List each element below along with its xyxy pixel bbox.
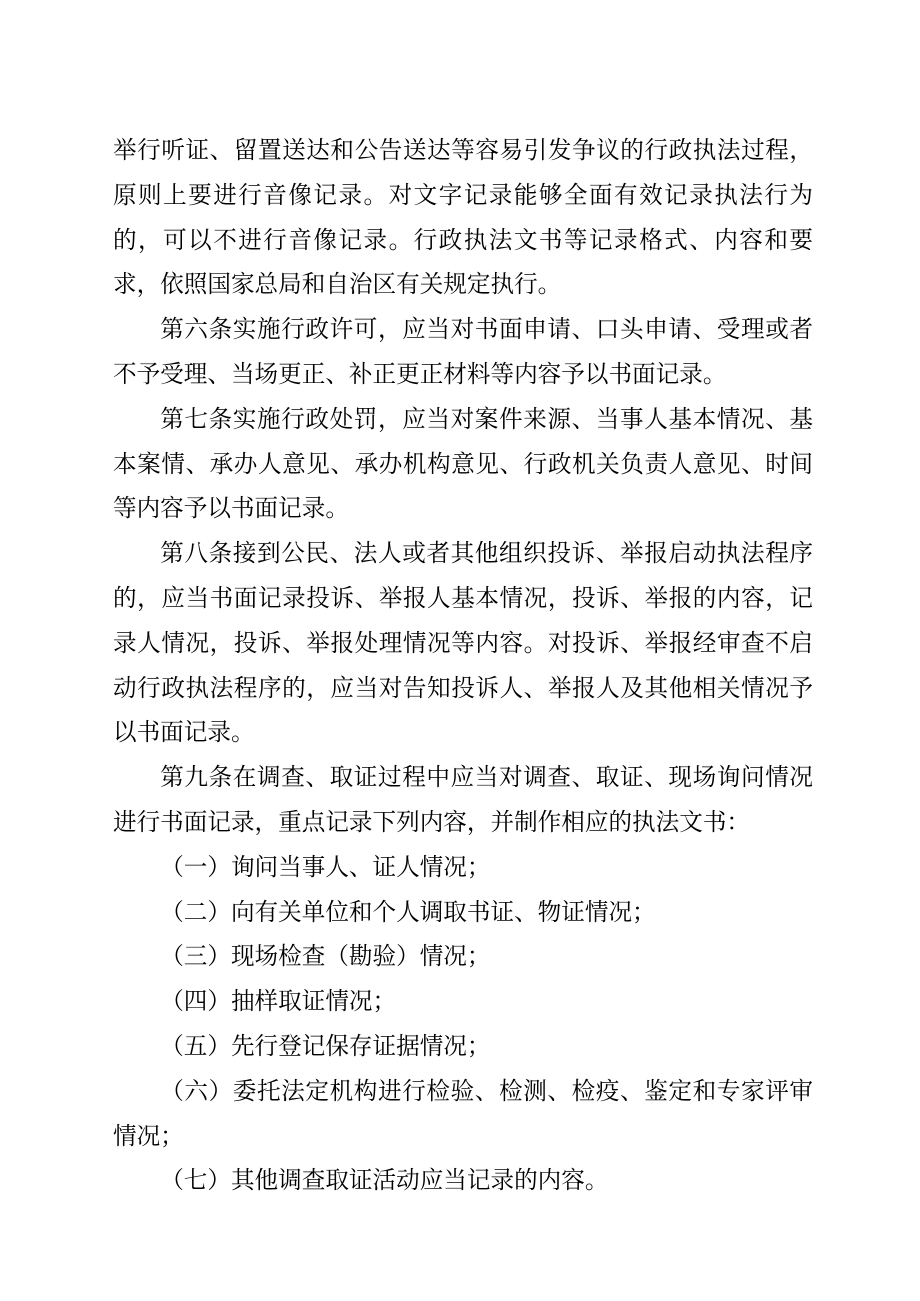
list-item-5: （五）先行登记保存证据情况；	[160, 1031, 491, 1060]
paragraph-article-8: 第八条接到公民、法人或者其他组织投诉、举报启动执法程序的，应当书面记录投诉、举报人基本情况，投诉、举报的内容，记录人情况，投诉、举报处理情况等内容。对投诉、举报经审查不启动行政执法程序的，应当对告知投诉人、举报人及其他相关情况予以书面记录。	[113, 539, 813, 747]
list-item-6: （六）委托法定机构进行检验、检测、检疫、鉴定和专家评审情况；	[113, 1076, 813, 1150]
paragraph-continuation: 举行听证、留置送达和公告送达等容易引发争议的行政执法过程，原则上要进行音像记录。对文字记录能够全面有效记录执法行为的，可以不进行音像记录。行政执法文书等记录格式、内容和要求，依照国家总局和自治区有关规定执行。	[113, 136, 813, 299]
paragraph-article-7: 第七条实施行政处罚，应当对案件来源、当事人基本情况、基本案情、承办人意见、承办机构意见、行政机关负责人意见、时间等内容予以书面记录。	[113, 404, 813, 523]
paragraph-article-9: 第九条在调查、取证过程中应当对调查、取证、现场询问情况进行书面记录，重点记录下列内容，并制作相应的执法文书：	[113, 763, 813, 836]
list-item-1: （一）询问当事人、证人情况；	[160, 852, 491, 881]
list-item-7: （七）其他调查取证活动应当记录的内容。	[160, 1166, 609, 1195]
list-item-2: （二）向有关单位和个人调取书证、物证情况；	[160, 897, 656, 926]
paragraph-article-6: 第六条实施行政许可，应当对书面申请、口头申请、受理或者不予受理、当场更正、补正更正材料等内容予以书面记录。	[113, 315, 813, 388]
list-item-3: （三）现场检查（勘验）情况；	[160, 942, 491, 971]
list-item-4: （四）抽样取证情况；	[160, 987, 397, 1016]
document-body	[113, 128, 813, 1203]
